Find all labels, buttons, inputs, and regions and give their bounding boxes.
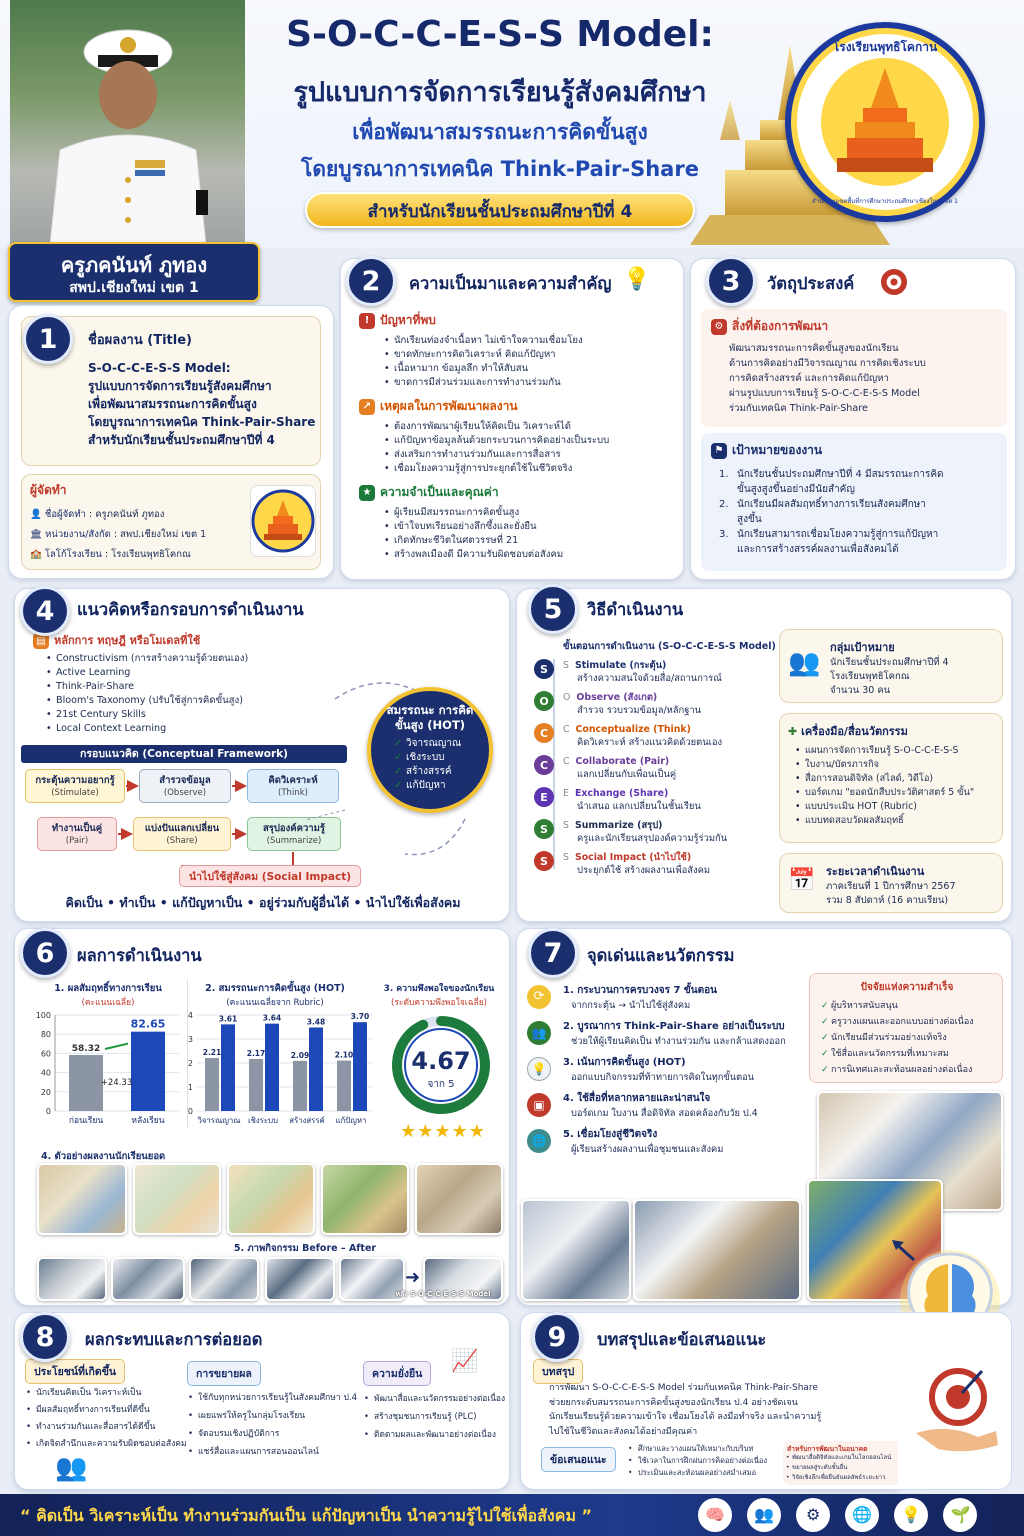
list-item: • ขาดการมีส่วนร่วมและการทำงานร่วมกัน: [383, 376, 583, 390]
reason-title: ↗ เหตุผลในการพัฒนาผลงาน: [359, 397, 609, 416]
school-logo-small: [250, 485, 316, 557]
section-8-impact: [14, 1312, 510, 1490]
bar: [221, 1024, 235, 1111]
fw-box-summarize: สรุปองค์ความรู้ (Summarize): [247, 817, 341, 851]
tools-list: [794, 744, 974, 828]
text-line: รวม 8 สัปดาห์ (16 คาบเรียน): [826, 895, 949, 906]
lightbulb-icon: 💡: [527, 1057, 551, 1081]
list-item: • สร้างพลเมืองดี มีความรับผิดชอบต่อสังคม: [383, 548, 563, 562]
goal-item: 1. นักเรียนชั้นประถมศึกษาปีที่ 4 มีสมรรถนะการคิด: [719, 469, 944, 480]
sug-title: ข้อเสนอแนะ: [541, 1447, 616, 1472]
list-item: • ต้องการพัฒนาผู้เรียนให้คิดเป็น วิเคราะห์ได้: [383, 420, 609, 434]
list-item: • บอร์ดเกม "ยอดนักสืบประวัติศาสตร์ 5 ขั้น": [794, 786, 974, 800]
list-item: ✓ ผู้บริหารสนับสนุน: [820, 998, 974, 1014]
hot-circle: [367, 687, 493, 813]
list-item: • พัฒนาสื่อและนวัตกรรมอย่างต่อเนื่อง: [363, 1389, 505, 1407]
problem-list: [383, 334, 583, 390]
s2-heading: ความเป็นมาและความสำคัญ: [409, 274, 612, 293]
student-work-photo: [415, 1163, 503, 1235]
author-office: สพป.เชียงใหม่ เขต 1: [69, 280, 199, 296]
list-item: • Active Learning: [45, 666, 248, 680]
list-item: • เข้าใจบทเรียนอย่างลึกซึ้งและยั่งยืน: [383, 520, 563, 534]
text-line: ช่วยยกระดับสมรรถนะการคิดขั้นสูงของนักเรียน ป.4 อย่างชัดเจน: [549, 1397, 798, 1408]
text-line: ร่วมกับเทคนิค Think-Pair-Share: [729, 403, 868, 414]
step-text: S Social Impact (นำไปใช้) ประยุกต์ใช้ สร้างผลงานเพื่อสังคม: [563, 852, 711, 876]
list-item: • ขาดทักษะการคิดวิเคราะห์ คิดแก้ปัญหา: [383, 348, 583, 362]
section-7-highlights: จุดเด่นและนวัตกรรม ⟳ 1. กระบวนการครบวงจร 7 ขั้นตอน จากกระตุ้น → นำไปใช้สู่สังคม 👥 2. บูรณาการ Think-Pair-Share อย่างเป็นระบบ ช่วยให้ผู้เรียนคิดเป็น ทำงานร่วมกัน และกล้าแสดงออก 💡 3. เน้นการคิดขั้นสูง (HOT) ออกแบบกิจกรรมที่ท้าทายการคิดในทุกขั้นตอน ▣ 4. ใช้สื่อที่หลากหลายและน่าสนใจ บอร์ดเกม ใบงาน สื่อดิจิทัล สอดคล้องกับวัย ป.4 🌐 5. เชื่อมโยงสู่ชีวิตจริง ผู้เรียนสร้างผลงานเพื่อชุมชนและสังคม ปัจจัยแห่งความสำเร็จ ✓ ผู้บริหารสนับสนุน ✓ ครูวางแผนและออกแบบอย่างต่อเนื่อง ✓ นักเรียนมีส่วนร่วมอย่างแท้จริง ✓ ใช้สื่อและนวัตกรรมที่เหมาะสม ✓ การนิเทศและสะท้อนผลอย่างต่อเนื่อง: [516, 928, 1012, 1306]
x-tick-label: สร้างสรรค์: [289, 1116, 325, 1125]
theory-block: [33, 631, 248, 736]
goal-title: ⚑ เป้าหมายของงาน: [711, 441, 822, 460]
y-tick-label: 20: [40, 1087, 51, 1097]
problem-title: ! ปัญหาที่พบ: [359, 311, 583, 330]
bar: [249, 1059, 263, 1111]
section-number-9: 9: [532, 1312, 582, 1362]
data-label: 2.09: [290, 1050, 310, 1060]
time-box: [779, 853, 1003, 913]
ba-caption: หลัง S-O-C-C-E-S-S Model: [395, 1290, 491, 1298]
data-label: 2.17: [246, 1048, 266, 1058]
future-list: [785, 1453, 891, 1483]
future-box: [783, 1441, 898, 1485]
step-circle: S: [534, 819, 554, 839]
goal-item-cont: ขั้นสูงสูงขึ้นอย่างมีนัยสำคัญ: [737, 484, 855, 495]
people-icon: 👥: [527, 1021, 551, 1045]
section-5-methods: [516, 588, 1012, 922]
tools-title: ✚ เครื่องมือ/สื่อนวัตกรรม: [788, 725, 908, 738]
rating-stars: [389, 1121, 497, 1142]
data-label: 3.64: [262, 1013, 282, 1023]
step-circle: C: [534, 723, 554, 743]
text-line: นักเรียนเรียนรู้ด้วยความเข้าใจ เชื่อมโยงได้ ลงมือทำจริง และนำความรู้: [549, 1412, 822, 1422]
community-icon: 👥: [55, 1453, 88, 1483]
cycle-icon: ⟳: [527, 985, 551, 1009]
list-item: • ใบงาน/บัตรภารกิจ: [794, 758, 974, 772]
fw-box-stimulate: กระตุ้นความอยากรู้ (Stimulate): [25, 769, 125, 803]
section-number-2: 2: [346, 256, 396, 306]
list-item: • ศึกษาและวางแผนให้เหมาะกับบริบท: [627, 1443, 767, 1455]
s1-heading: ชื่อผลงาน (Title): [88, 333, 192, 348]
logo-text-bottom: สำนักงานเขตพื้นที่การศึกษาประถมศึกษาเชียงใหม่ เขต 1: [812, 198, 958, 205]
s6-heading: ผลการดำเนินงาน: [77, 946, 202, 965]
list-item: ✓ นักเรียนมีส่วนร่วมอย่างแท้จริง: [820, 1030, 974, 1046]
gear-icon: ⚙: [796, 1498, 830, 1532]
title-line: โดยบูรณาการเทคนิค Think-Pair-Share: [88, 415, 316, 429]
list-item: • ผู้เรียนมีสมรรถนะการคิดขั้นสูง: [383, 506, 563, 520]
x-tick-label: ก่อนเรียน: [68, 1116, 104, 1126]
sum-title: บทสรุป: [533, 1359, 583, 1384]
list-item: • สื่อการสอนดิจิทัล (สไลด์, วิดีโอ): [794, 772, 974, 786]
bar: [293, 1061, 307, 1111]
media-icon: ▣: [527, 1093, 551, 1117]
list-item: • ประเมินและสะท้อนผลอย่างสม่ำเสมอ: [627, 1467, 767, 1479]
data-label: 2.21: [202, 1047, 222, 1057]
y-tick-label: 4: [187, 1011, 193, 1020]
list-item: • Bloom's Taxonomy (ปรับใช้สู่การคิดขั้นสูง): [45, 694, 248, 708]
s1-title-lines: [88, 359, 315, 449]
student-work-photo: [37, 1163, 127, 1235]
star-icon: ★: [434, 1121, 452, 1142]
list-item: • 21st Century Skills: [45, 708, 248, 722]
brain-icon: 🧠: [698, 1498, 732, 1532]
fw-box-share: แบ่งปันแลกเปลี่ยน (Share): [133, 817, 231, 851]
target-hand-icon: [898, 1313, 1010, 1489]
section-6-results: [14, 928, 510, 1306]
header-subtitle-1: รูปแบบการจัดการเรียนรู้สังคมศึกษา: [293, 77, 707, 108]
arrow-right-icon: ➜: [405, 1267, 421, 1288]
section-number-3: 3: [706, 256, 756, 306]
bar: [265, 1024, 279, 1111]
star-icon: ★: [468, 1121, 486, 1142]
text-line: ภาคเรียนที่ 1 ปีการศึกษา 2567: [826, 881, 956, 892]
bar: [309, 1027, 323, 1111]
text-line: ไปใช้ในชีวิตและสังคมได้อย่างมีคุณค่า: [549, 1426, 698, 1437]
building-icon: 🏛: [30, 529, 43, 540]
bar: [353, 1022, 367, 1111]
person-icon: 👤: [30, 509, 42, 520]
list-item: • ใช้เวลาในการฝึกฝนการคิดอย่างต่อเนื่อง: [627, 1455, 767, 1467]
list-item: • ใช้กับทุกหน่วยการเรียนรู้ในสังคมศึกษา ป.4: [187, 1389, 357, 1407]
text-line: นักเรียนชั้นประถมศึกษาปีที่ 4: [830, 657, 949, 668]
list-item: • จัดอบรมเชิงปฏิบัติการ: [187, 1425, 357, 1443]
text-line: การคิดสร้างสรรค์ และการคิดแก้ปัญหา: [729, 373, 889, 384]
author-plate: [8, 242, 260, 302]
maker-rows: [30, 505, 206, 565]
x-tick-label: หลังเรียน: [131, 1116, 165, 1126]
text-line: ด้านการคิดอย่างมีวิจารณญาณ การคิดเชิงระบบ: [729, 358, 926, 369]
list-item: • ติดตามผลและพัฒนาอย่างต่อเนื่อง: [363, 1425, 505, 1443]
hot-item: ✓ เชิงระบบ: [393, 751, 461, 765]
col1-list: [25, 1385, 187, 1453]
text-line: โรงเรียนพุทธิโคกณ: [830, 671, 910, 682]
tools-box: [779, 713, 1003, 843]
gear-icon: ⚙: [711, 319, 727, 335]
chart-up-icon: ↗: [359, 399, 375, 415]
sug-list: [627, 1443, 767, 1479]
bar: [69, 1055, 103, 1111]
step-text: C Collaborate (Pair) แลกเปลี่ยนกับเพื่อนเป็นคู่: [563, 756, 677, 780]
chart-3-title: 3. ความพึงพอใจของนักเรียน: [383, 984, 495, 994]
chart-3-subtitle: (ระดับความพึงพอใจเฉลี่ย): [391, 998, 487, 1008]
data-label: 3.48: [306, 1017, 326, 1027]
maker-row: 👤 ชื่อผู้จัดทำ : ครูภคนันท์ ภูทอง: [30, 509, 165, 520]
chart-2-title: 2. สมรรถนะการคิดขั้นสูง (HOT): [205, 983, 345, 994]
fw-box-pair: ทำงานเป็นคู่ (Pair): [37, 817, 117, 851]
y-tick-label: 2: [187, 1059, 193, 1068]
list-item: • พัฒนาสื่อดิจิทัลและเกมในโลกออนไลน์: [785, 1453, 891, 1463]
list-item: • มีผลสัมฤทธิ์ทางการเรียนที่ดีขึ้น: [25, 1402, 187, 1419]
data-label: 3.61: [218, 1014, 238, 1024]
section-number-1: 1: [23, 314, 73, 364]
y-tick-label: 80: [40, 1030, 51, 1040]
step-text: C Conceptualize (Think) คิดวิเคราะห์ สร้างแนวคิดด้วยตนเอง: [563, 724, 723, 748]
section-4-framework: [14, 588, 510, 922]
target-lines: [830, 656, 949, 698]
x-tick-label: เชิงระบบ: [247, 1116, 279, 1125]
group-icon: 👥: [788, 648, 821, 678]
text-line: การพัฒนา S-O-C-C-E-S-S Model ร่วมกับเทคนิค Think-Pair-Share: [549, 1383, 818, 1393]
annotation: +24.33: [100, 1078, 133, 1088]
star-icon: ★: [400, 1121, 418, 1142]
target-group-box: [779, 629, 1003, 703]
need-list: [383, 506, 563, 562]
ba-title: 5. ภาพกิจกรรม Before – After: [233, 1243, 377, 1254]
list-item: • Constructivism (การสร้างความรู้ด้วยตนเอง): [45, 652, 248, 666]
col1-title: ประโยชน์ที่เกิดขึ้น: [25, 1359, 125, 1384]
footer-icons: [698, 1498, 977, 1532]
maker-row: 🏛 หน่วยงาน/สังกัด : สพป.เชียงใหม่ เขต 1: [30, 529, 207, 540]
activity-photo-before: [189, 1257, 259, 1301]
x-tick-label: แก้ปัญหา: [335, 1116, 367, 1125]
star-icon: ★: [451, 1121, 469, 1142]
section-1-title: [8, 305, 334, 579]
list-item: • แผนการจัดการเรียนรู้ S-O-C-C-E-S-S: [794, 744, 974, 758]
text-line: จำนวน 30 คน: [830, 685, 891, 696]
list-item: • เผยแพร่ให้ครูในกลุ่มโรงเรียน: [187, 1407, 357, 1425]
list-item: • Think-Pair-Share: [45, 680, 248, 694]
step-text: O Observe (สังเกต) สำรวจ รวบรวมข้อมูล/หลักฐาน: [563, 692, 702, 716]
s2-problems: [359, 311, 583, 390]
flag-icon: ⚑: [711, 443, 727, 459]
dev-box: [701, 309, 1007, 427]
classroom-photo: [521, 1199, 631, 1301]
header-subtitle-3: โดยบูรณาการเทคนิค Think-Pair-Share: [301, 157, 699, 181]
author-name: ครูภคนันท์ ภูทอง: [60, 253, 208, 277]
author-portrait: [10, 0, 245, 245]
list-item: • นักเรียนคิดเป็น วิเคราะห์เป็น: [25, 1385, 187, 1402]
text-line: พัฒนาสมรรถนะการคิดขั้นสูงของนักเรียน: [729, 343, 899, 354]
lightbulb-icon: 💡: [623, 267, 651, 292]
warning-icon: !: [359, 313, 375, 329]
school-icon: 🏫: [30, 549, 42, 560]
text-line: ผ่านรูปแบบการเรียนรู้ S-O-C-C-E-S-S Model: [729, 388, 920, 399]
s7-heading: จุดเด่นและนวัตกรรม: [587, 946, 735, 965]
header-subtitle-2: เพื่อพัฒนาสมรรถนะการคิดขั้นสูง: [352, 120, 648, 144]
title-line: รูปแบบการจัดการเรียนรู้สังคมศึกษา: [88, 379, 272, 393]
col3-title: ความยั่งยืน: [363, 1361, 431, 1386]
list-item: • เกิดจิตสำนึกและความรับผิดชอบต่อสังคม: [25, 1436, 187, 1453]
target-icon: [881, 269, 907, 295]
y-tick-label: 3: [187, 1035, 193, 1044]
title-line: สำหรับนักเรียนชั้นประถมศึกษาปีที่ 4: [88, 433, 275, 447]
reason-list: [383, 420, 609, 476]
bar: [205, 1058, 219, 1111]
step-text: S Summarize (สรุป) ครูและนักเรียนสรุปองค์ความรู้ร่วมกัน: [563, 820, 728, 844]
bar: [131, 1032, 165, 1111]
goal-box: [701, 433, 1007, 571]
list-item: • เชื่อมโยงความรู้สู่การประยุกต์ใช้ในชีวิตจริง: [383, 462, 609, 476]
student-work-photo: [227, 1163, 315, 1235]
list-item: • วิจัยเชิงลึกเพื่อยืนยันผลลัพธ์ระยะยาว: [785, 1473, 891, 1483]
list-item: • แชร์สื่อและแผนการสอนออนไลน์: [187, 1443, 357, 1461]
theory-title: ▤ หลักการ ทฤษฎี หรือโมเดลที่ใช้: [33, 631, 248, 649]
activity-photo-after: [265, 1257, 335, 1301]
y-tick-label: 0: [187, 1107, 193, 1116]
student-work-photo: [321, 1163, 409, 1235]
footer-quote: “ คิดเป็น วิเคราะห์เป็น ทำงานร่วมกันเป็น แก้ปัญหาเป็น นำความรู้ไปใช้เพื่อสังคม ”: [20, 1506, 593, 1525]
s8-heading: ผลกระทบและการต่อยอด: [85, 1330, 263, 1349]
theory-list: [45, 652, 248, 736]
data-label: 3.70: [350, 1012, 370, 1022]
footer-bar: [0, 1494, 1024, 1536]
y-tick-label: 40: [40, 1068, 51, 1078]
y-tick-label: 0: [45, 1107, 51, 1116]
gauge-value: 4.67: [411, 1047, 471, 1075]
s4-heading: แนวคิดหรือกรอบการดำเนินงาน: [77, 600, 304, 619]
chart-2-subtitle: (คะแนนเฉลี่ยจาก Rubric): [226, 998, 324, 1008]
key-factors-box: [809, 973, 1003, 1083]
list-item: • เนื้อหามาก ข้อมูลลึก ทำให้สับสน: [383, 362, 583, 376]
student-work-photo: [133, 1163, 221, 1235]
list-item: ✓ ใช้สื่อและนวัตกรรมที่เหมาะสม: [820, 1046, 974, 1062]
hot-chart: [181, 1009, 377, 1129]
team-icon: 👥: [747, 1498, 781, 1532]
col2-title: การขยายผล: [187, 1361, 261, 1386]
maker-box: [21, 474, 321, 570]
list-item: • สร้างชุมชนการเรียนรู้ (PLC): [363, 1407, 505, 1425]
gauge-caption: จาก 5: [427, 1079, 455, 1090]
section-number-5: 5: [528, 584, 578, 634]
hot-item: ✓ วิจารณญาณ: [393, 737, 461, 751]
kf-title: ปัจจัยแห่งความสำเร็จ: [860, 982, 954, 993]
calendar-icon: 📅: [788, 868, 816, 893]
title-line: เพื่อพัฒนาสมรรถนะการคิดขั้นสูง: [88, 397, 257, 411]
activity-photo-before: [111, 1257, 185, 1301]
header-banner: [0, 0, 1024, 248]
s2-needs: [359, 483, 563, 562]
puzzle-icon: ✚: [788, 725, 798, 738]
data-label: 58.32: [71, 1044, 101, 1055]
goal-item: 3. นักเรียนสามารถเชื่อมโยงความรู้สู่การแก้ปัญหา: [719, 529, 939, 540]
s4-footer: คิดเป็น • ทำเป็น • แก้ปัญหาเป็น • อยู่ร่วมกับผู้อื่นได้ • นำไปใช้เพื่อสังคม: [65, 895, 461, 910]
school-logo: [785, 22, 985, 222]
s9-heading: บทสรุปและข้อเสนอแนะ: [597, 1330, 767, 1349]
section-9-decor: [898, 1312, 1012, 1490]
list-item: • แก้ปัญหาข้อมูลล้นด้วยกระบวนการคิดอย่างเป็นระบบ: [383, 434, 609, 448]
bar: [337, 1061, 351, 1111]
col2-list: [187, 1389, 357, 1461]
s3-heading: วัตถุประสงค์: [767, 274, 855, 293]
globe-icon: 🌐: [527, 1129, 551, 1153]
data-label: 2.10: [334, 1050, 354, 1060]
goal-item: 2. นักเรียนมีผลสัมฤทธิ์ทางการเรียนสังคมศึกษา: [719, 499, 926, 510]
kf-list: [820, 998, 974, 1078]
s5-heading: วิธีดำเนินงาน: [587, 600, 684, 619]
list-item: • ทำงานร่วมกันและสื่อสารได้ดีขึ้น: [25, 1419, 187, 1436]
section-number-7: 7: [528, 928, 578, 978]
list-item: • นักเรียนท่องจำเนื้อหา ไม่เข้าใจความเชื่อมโยง: [383, 334, 583, 348]
col3-list: [363, 1389, 505, 1443]
hot-item: ✓ สร้างสรรค์: [393, 765, 461, 779]
section-3-objectives: [690, 258, 1016, 580]
step-circle: C: [534, 755, 554, 775]
x-tick-label: วิจารณญาณ: [197, 1116, 241, 1125]
section-number-8: 8: [20, 1312, 70, 1362]
lightbulb-icon: 💡: [894, 1498, 928, 1532]
chart-1-title: 1. ผลสัมฤทธิ์ทางการเรียน: [54, 983, 162, 994]
section-2-background: [340, 258, 684, 580]
cf-title: กรอบแนวคิด (Conceptual Framework): [21, 745, 347, 763]
section-number-4: 4: [20, 586, 70, 636]
future-title: สำหรับการพัฒนาในอนาคต: [787, 1445, 868, 1453]
trend-arrow: [105, 1044, 128, 1049]
impact-box: นำไปใช้สู่สังคม (Social Impact): [179, 865, 361, 887]
step-circle: S: [534, 659, 554, 679]
star-icon: ★: [359, 485, 375, 501]
list-item: • แบบประเมิน HOT (Rubric): [794, 800, 974, 814]
need-title: ★ ความจำเป็นและคุณค่า: [359, 483, 563, 502]
activity-photo-before: [37, 1257, 107, 1301]
fw-box-observe: สำรวจข้อมูล (Observe): [139, 769, 231, 803]
dev-lines: [729, 341, 926, 416]
y-tick-label: 60: [40, 1049, 51, 1059]
y-tick-label: 1: [187, 1083, 193, 1092]
title-line: S-O-C-C-E-S-S Model:: [88, 361, 231, 375]
list-item: ✓ ครูวางแผนและออกแบบอย่างต่อเนื่อง: [820, 1014, 974, 1030]
achievement-chart: [29, 1009, 185, 1129]
hot-title: สมรรถนะ การคิดขั้นสูง (HOT): [386, 703, 474, 732]
growth-chart-icon: 📈: [451, 1349, 479, 1374]
step-text: S Stimulate (กระตุ้น) สร้างความสนใจด้วยสื่อ/สถานการณ์: [563, 660, 722, 684]
list-item: • ส่งเสริมการทำงานร่วมกันและการสื่อสาร: [383, 448, 609, 462]
book-icon: ▤: [33, 633, 49, 649]
hot-item: ✓ แก้ปัญหา: [393, 779, 461, 793]
goal-list: [719, 467, 944, 557]
y-tick-label: 100: [35, 1011, 51, 1020]
s2-reasons: [359, 397, 609, 476]
list-item: • เกิดทักษะชีวิตในศตวรรษที่ 21: [383, 534, 563, 548]
goal-item-cont: สูงขึ้น: [737, 514, 762, 525]
dev-title: ⚙ สิ่งที่ต้องการพัฒนา: [711, 317, 828, 336]
header-title: S-O-C-C-E-S-S Model:: [286, 14, 714, 55]
star-icon: ★: [417, 1121, 435, 1142]
list-item: • ขยายผลสู่ระดับชั้นอื่น: [785, 1463, 891, 1473]
logo-text-top: โรงเรียนพุทธิโคกาน: [832, 40, 938, 54]
step-circle: O: [534, 691, 554, 711]
list-item: • แบบทดสอบวัดผลสัมฤทธิ์: [794, 814, 974, 828]
chart-1-subtitle: (คะแนนเฉลี่ย): [81, 998, 135, 1008]
steps-title: ขั้นตอนการดำเนินงาน (S-O-C-C-E-S-S Model): [563, 641, 776, 652]
gallery-title: 4. ตัวอย่างผลงานนักเรียนยอด: [41, 1151, 166, 1162]
step-circle: E: [534, 787, 554, 807]
header-target-badge: สำหรับนักเรียนชั้นประถมศึกษาปีที่ 4: [305, 192, 695, 228]
maker-row: 🏫 โลโก้โรงเรียน : โรงเรียนพุทธิโคกณ: [30, 549, 191, 560]
target-title: กลุ่มเป้าหมาย: [830, 641, 895, 654]
classroom-photo: [633, 1199, 801, 1301]
list-item: ✓ การนิเทศและสะท้อนผลอย่างต่อเนื่อง: [820, 1062, 974, 1078]
step-text: E Exchange (Share) นำเสนอ แลกเปลี่ยนในชั้นเรียน: [563, 788, 701, 812]
maker-title: ผู้จัดทำ: [30, 483, 67, 497]
fw-box-think: คิดวิเคราะห์ (Think): [247, 769, 339, 803]
hot-list: [393, 737, 461, 793]
step-circle: S: [534, 851, 554, 871]
plant-icon: 🌱: [943, 1498, 977, 1532]
list-item: • Local Context Learning: [45, 722, 248, 736]
goal-item-cont: และการสร้างสรรค์ผลงานเพื่อสังคมได้: [737, 544, 899, 555]
data-label: 82.65: [130, 1017, 166, 1031]
time-title: ระยะเวลาดำเนินงาน: [826, 865, 925, 878]
globe-icon: 🌐: [845, 1498, 879, 1532]
section-number-6: 6: [20, 928, 70, 978]
sum-lines: [549, 1381, 821, 1439]
